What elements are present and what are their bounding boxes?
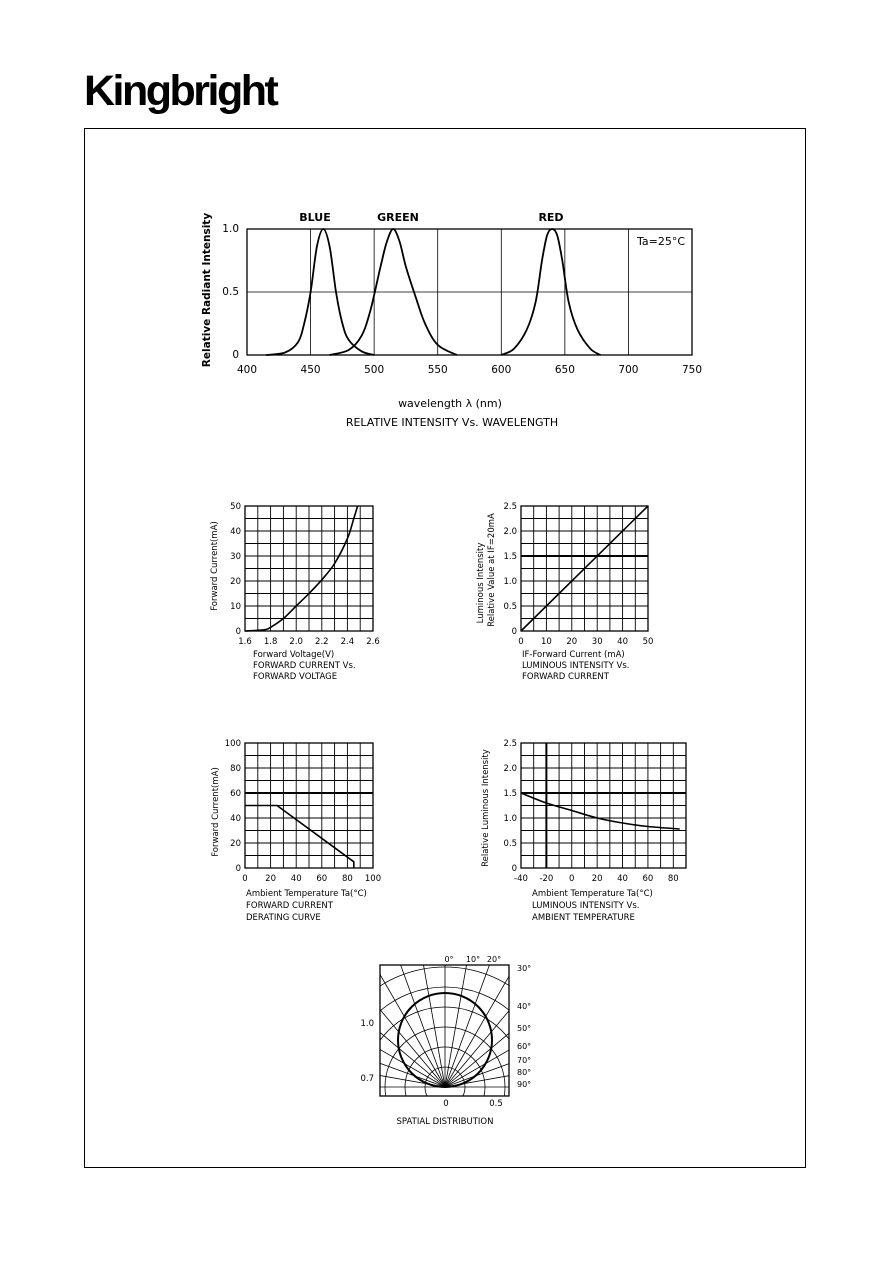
luminous-intensity-vs-temperature-chart: [481, 739, 686, 923]
x-tick-label: 600: [491, 364, 512, 376]
x-tick-label: 50: [642, 637, 654, 647]
angle-label: 60°: [517, 1042, 532, 1051]
bottom-label: 0.5: [489, 1099, 503, 1109]
c2-title: FORWARD CURRENT Vs.: [253, 661, 356, 671]
x-tick-label: 10: [540, 637, 552, 647]
c3-y-label: Luminous Intensity: [476, 542, 486, 624]
temperature-annotation: Ta=25°C: [636, 235, 686, 248]
y-tick-label: 30: [230, 552, 241, 562]
derating-line: [245, 806, 354, 869]
angle-label: 70°: [517, 1056, 532, 1065]
x-tick-label: 0: [242, 874, 248, 884]
luminous-intensity-vs-current-chart: [476, 502, 653, 682]
y-tick-label: 0.5: [222, 286, 239, 298]
y-tick-label: 2.0: [503, 527, 517, 537]
x-tick-label: 20: [566, 637, 578, 647]
y-tick-label: 1.0: [503, 814, 517, 824]
c6-title: SPATIAL DISTRIBUTION: [396, 1117, 494, 1127]
c5-x-label: Ambient Temperature Ta(°C): [532, 889, 653, 899]
c3-y-label-2: Relative Value at IF=20mA: [487, 513, 497, 627]
y-tick-label: 2.5: [503, 502, 517, 512]
series-label-green: GREEN: [377, 211, 419, 224]
brand-logo: Kingbright: [84, 67, 277, 115]
x-tick-label: 650: [554, 364, 575, 376]
c4-title: FORWARD CURRENT: [246, 901, 333, 911]
spectrum-y-label: Relative Radiant Intensity: [201, 212, 213, 368]
x-tick-label: 100: [364, 874, 382, 884]
y-tick-label: 0: [511, 864, 517, 874]
c5-title: LUMINOUS INTENSITY Vs.: [532, 901, 640, 911]
y-tick-label: 0: [235, 864, 241, 874]
x-tick-label: 2.4: [340, 637, 355, 647]
c4-y-label: Forward Current(mA): [211, 767, 221, 857]
y-tick-label: 50: [230, 502, 241, 512]
c4-title2: DERATING CURVE: [246, 913, 321, 923]
angle-label: 80°: [517, 1068, 532, 1077]
y-tick-label: 2.5: [503, 739, 517, 749]
y-tick-label: 0: [232, 349, 239, 361]
x-tick-label: 2.2: [315, 637, 329, 647]
y-tick-label: 100: [224, 739, 241, 749]
forward-current-vs-voltage-chart: [210, 502, 380, 682]
y-tick-label: 0.5: [503, 602, 517, 612]
x-tick-label: 2.0: [289, 637, 303, 647]
angle-label: 40°: [517, 1002, 532, 1011]
c4-x-label: Ambient Temperature Ta(°C): [246, 889, 367, 899]
x-tick-label: 40: [290, 874, 302, 884]
x-tick-label: 30: [591, 637, 603, 647]
y-tick-label: 0: [511, 627, 517, 637]
bottom-label: 0: [443, 1099, 449, 1109]
x-tick-label: 400: [236, 364, 258, 376]
polar-grid: [245, 887, 645, 1247]
c2-y-label: Forward Current(mA): [210, 521, 220, 611]
spectrum-chart: [201, 211, 702, 429]
x-tick-label: 500: [364, 364, 385, 376]
x-tick-label: 80: [667, 874, 679, 884]
x-tick-label: 450: [300, 364, 321, 376]
series-label-red: RED: [538, 211, 564, 224]
spatial-distribution-chart: [245, 887, 645, 1247]
x-tick-label: 20: [265, 874, 277, 884]
spectrum-x-label: wavelength λ (nm): [398, 397, 502, 410]
radial-label: 1.0: [360, 1019, 374, 1029]
x-tick-label: -40: [514, 874, 528, 884]
angle-label: 90°: [517, 1080, 532, 1089]
y-tick-label: 40: [230, 814, 241, 824]
y-tick-label: 20: [230, 839, 241, 849]
y-tick-label: 1.0: [503, 577, 517, 587]
x-tick-label: 40: [617, 874, 628, 884]
x-tick-label: 20: [591, 874, 603, 884]
c3-title: LUMINOUS INTENSITY Vs.: [522, 661, 630, 671]
angle-label: 50°: [517, 1024, 532, 1033]
x-tick-label: 700: [618, 364, 639, 376]
x-tick-label: 60: [316, 874, 328, 884]
x-tick-label: 550: [427, 364, 448, 376]
y-tick-label: 40: [230, 527, 241, 537]
angle-label: 10°: [465, 955, 481, 964]
spectrum-title: RELATIVE INTENSITY Vs. WAVELENGTH: [345, 416, 559, 429]
y-tick-label: 2.0: [503, 764, 517, 774]
derating-curve-chart: [211, 739, 381, 923]
y-tick-label: 80: [230, 764, 241, 774]
y-tick-label: 0.5: [503, 839, 517, 849]
x-tick-label: -20: [539, 874, 554, 884]
x-tick-label: 40: [617, 637, 629, 647]
angle-label: 20°: [486, 955, 502, 964]
radial-label: 0.7: [360, 1074, 374, 1084]
series-label-blue: BLUE: [299, 211, 331, 224]
x-tick-label: 1.8: [263, 637, 278, 647]
angle-label: 30°: [517, 964, 532, 973]
x-tick-label: 750: [681, 364, 703, 376]
c2-title2: FORWARD VOLTAGE: [253, 672, 338, 682]
c5-title2: AMBIENT TEMPERATURE: [532, 913, 635, 923]
x-tick-label: 1.6: [238, 637, 252, 647]
x-tick-label: 80: [341, 874, 353, 884]
x-tick-label: 0: [569, 874, 575, 884]
y-tick-label: 10: [230, 602, 241, 612]
x-tick-label: 2.6: [366, 637, 380, 647]
c3-title2: FORWARD CURRENT: [522, 672, 609, 682]
y-tick-label: 1.0: [222, 223, 239, 235]
y-tick-label: 60: [230, 789, 241, 799]
y-tick-label: 1.5: [503, 789, 517, 799]
x-tick-label: 0: [518, 637, 524, 647]
c2-x-label: Forward Voltage(V): [253, 650, 335, 660]
intensity-temperature-curve: [521, 793, 680, 829]
x-tick-label: 60: [642, 874, 654, 884]
y-tick-label: 20: [230, 577, 241, 587]
c5-y-label: Relative Luminous Intensity: [481, 749, 491, 867]
angle-label: 0°: [444, 955, 454, 964]
c3-x-label: IF-Forward Current (mA): [522, 650, 625, 660]
y-tick-label: 1.5: [503, 552, 517, 562]
y-tick-label: 0: [235, 627, 241, 637]
